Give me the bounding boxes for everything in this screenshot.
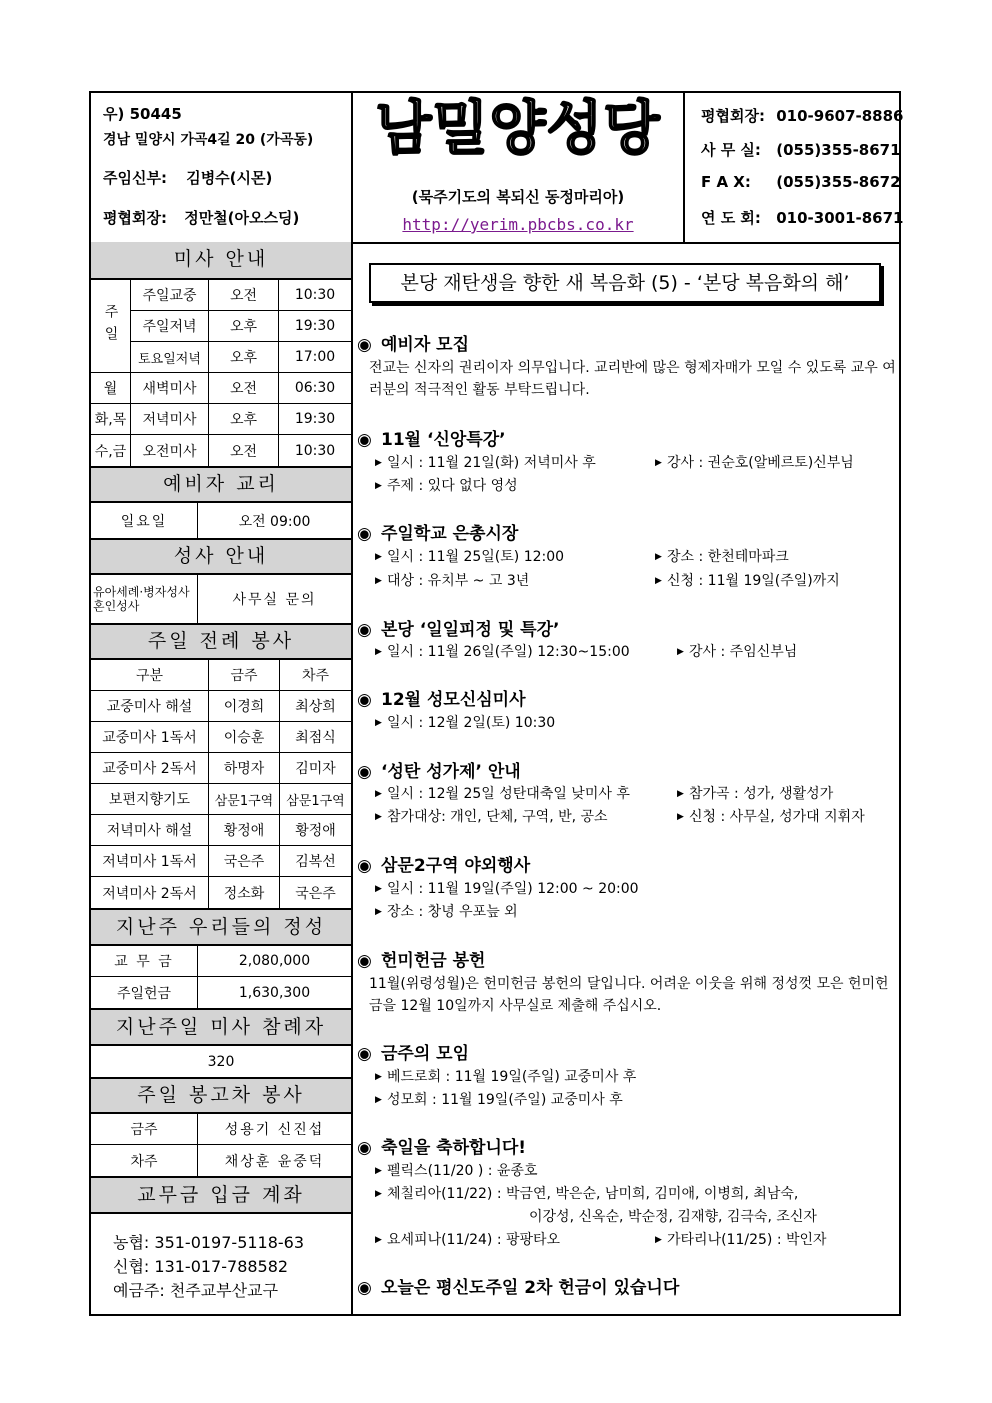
list-item: [655, 570, 840, 590]
section-paragraph: 전교는 신자의 권리이자 의무입니다. 교리반에 많은 형제자매가 모일 수 있도록 교우 여러분의 적극적인 활동 부탁드립니다.: [369, 360, 896, 398]
church-address: 경남 밀양시 가곡4길 20 (가곡동): [103, 132, 314, 148]
section-title: 헌미헌금 봉헌: [381, 951, 486, 971]
triangle-bullet-icon: ▶: [375, 812, 382, 822]
sacrament-name: 유아세례·병자성사 혼인성사: [91, 575, 198, 623]
bullet-icon: ◉: [357, 951, 372, 971]
section-title: 본당 ‘일일피정 및 특강’: [381, 620, 560, 640]
bullet-icon: ◉: [357, 1278, 372, 1298]
contact-value: 010-9607-8886: [776, 107, 904, 125]
list-item-continuation: 이강성, 신옥순, 박순정, 김재향, 김극숙, 조신자: [529, 1209, 817, 1225]
list-item: [375, 901, 518, 921]
list-item: [375, 712, 555, 732]
account-line: 농협: 351-0197-5118-63: [113, 1233, 305, 1252]
liturgy-next-week: 황정애: [280, 815, 351, 846]
list-item-text: 베드로회 : 11월 19일(주일) 교중미사 후: [387, 1069, 637, 1085]
triangle-bullet-icon: ▶: [375, 1235, 382, 1245]
mass-time: 19:30: [279, 404, 351, 435]
offering-label: 교 무 금: [91, 946, 198, 977]
priest-label: 주임신부:: [103, 169, 167, 187]
list-item-text: 대상 : 유치부 ~ 고 3년: [387, 573, 530, 589]
list-item: [375, 570, 529, 590]
triangle-bullet-icon: ▶: [375, 552, 382, 562]
section-heading: [357, 1133, 526, 1158]
contact-value: 010-3001-8671: [776, 209, 904, 227]
council-label: 평협회장:: [103, 209, 167, 227]
section-title: 11월 ‘신앙특강’: [381, 430, 506, 450]
contact-value: (055)355-8672: [776, 173, 901, 191]
section-paragraph: 11월(위령성월)은 헌미헌금 봉헌의 달입니다. 어려운 이웃을 위해 정성껏 모은 헌미헌금을 12월 10일까지 사무실로 제출해 주십시오.: [369, 976, 889, 1014]
bulletin-page: [89, 91, 904, 1316]
list-item: [677, 783, 833, 803]
list-item-text: 일시 : 11월 26일(주일) 12:30~15:00: [387, 644, 630, 660]
list-item: [375, 1089, 623, 1109]
triangle-bullet-icon: ▶: [677, 647, 684, 657]
list-item-text: 신청 : 사무실, 성가대 지휘자: [689, 809, 865, 825]
liturgy-next-week: 최점식: [280, 722, 351, 753]
list-item: [655, 1229, 827, 1249]
liturgy-this-week: 국은주: [209, 846, 280, 877]
contact-label: 사 무 실:: [701, 141, 761, 159]
priest-name: 김병수(시몬): [186, 169, 273, 187]
list-item: [655, 452, 854, 472]
attendance-value: 320: [207, 1053, 235, 1070]
triangle-bullet-icon: ▶: [375, 1166, 382, 1176]
section-title: 삼문2구역 야외행사: [381, 856, 531, 876]
sunday-label: 주일: [91, 280, 131, 373]
mass-day: 월: [91, 373, 131, 404]
mass-name: 저녁미사: [131, 404, 209, 435]
liturgy-this-week: 정소화: [209, 877, 280, 908]
council-row: [103, 207, 299, 228]
list-item: [375, 641, 630, 661]
list-item-text: 가타리나(11/25) : 박인자: [667, 1232, 827, 1248]
list-item: [375, 452, 596, 472]
list-item-text: 일시 : 11월 19일(주일) 12:00 ~ 20:00: [387, 881, 639, 897]
section-title: ‘성탄 성가제’ 안내: [381, 762, 521, 782]
contact-office: [701, 139, 901, 160]
triangle-bullet-icon: ▶: [655, 458, 662, 468]
mass-name: 주일교중: [131, 280, 209, 311]
mass-day: 화,목: [91, 404, 131, 435]
catechumen-day: 일요일: [91, 503, 198, 538]
contacts-block: [683, 93, 904, 242]
section-heading: [357, 851, 530, 876]
liturgy-next-week: 최상희: [280, 691, 351, 722]
list-item: [677, 806, 865, 826]
list-item-text: 펠릭스(11/20 ) : 윤종호: [387, 1163, 538, 1179]
bullet-icon: ◉: [357, 1044, 372, 1064]
mass-name: 새벽미사: [131, 373, 209, 404]
mass-time: 06:30: [279, 373, 351, 404]
list-item: [375, 783, 630, 803]
mass-time: 19:30: [279, 311, 351, 342]
list-item-text: 신청 : 11월 19일(주일)까지: [667, 573, 840, 589]
section-title: 예비자 모집: [381, 335, 470, 355]
mass-schedule-heading: 미사 안내: [91, 242, 351, 280]
priest-row: [103, 167, 272, 188]
mass-name: 주일저녁: [131, 311, 209, 342]
contact-label: 연 도 회:: [701, 209, 761, 227]
sacrament-info: 사무실 문의: [232, 592, 317, 608]
catechumen-heading: 예비자 교리: [91, 466, 351, 503]
list-item-text: 일시 : 11월 21일(화) 저녁미사 후: [387, 455, 596, 471]
mass-name: 오전미사: [131, 435, 209, 466]
section-heading: [357, 615, 559, 640]
list-item: [375, 878, 639, 898]
list-item-text: 일시 : 12월 2일(토) 10:30: [387, 715, 556, 731]
service-value: 성용기 신진섭: [198, 1114, 351, 1145]
service-label: 차주: [91, 1145, 198, 1176]
postal-code: 우) 50445: [103, 105, 182, 123]
service-label: 금주: [91, 1114, 198, 1145]
mass-time: 17:00: [279, 342, 351, 373]
mass-ampm: 오전: [209, 280, 279, 311]
bullet-icon: ◉: [357, 1138, 372, 1158]
triangle-bullet-icon: ▶: [375, 1095, 382, 1105]
triangle-bullet-icon: ▶: [375, 647, 382, 657]
offering-value: 1,630,300: [238, 984, 311, 1001]
mass-ampm: 오전: [209, 435, 279, 466]
triangle-bullet-icon: ▶: [677, 789, 684, 799]
list-item-text: 장소 : 한천테마파크: [667, 549, 789, 565]
headline-box: 본당 재탄생을 향한 새 복음화 (5) - ‘본당 복음화의 해’: [369, 263, 881, 303]
church-subtitle: (묵주기도의 복되신 동정마리아): [411, 188, 625, 206]
list-item-text: 참가곡 : 성가, 생활성가: [689, 786, 834, 802]
list-item: [375, 475, 518, 495]
list-item-text: 성모회 : 11월 19일(주일) 교중미사 후: [387, 1092, 623, 1108]
bullet-icon: ◉: [357, 335, 372, 355]
bullet-icon: ◉: [357, 524, 372, 544]
offering-value: 2,080,000: [198, 946, 351, 977]
liturgy-role: 저녁미사 해설: [91, 815, 209, 846]
liturgy-role: 교중미사 1독서: [91, 722, 209, 753]
mass-ampm: 오후: [209, 404, 279, 435]
church-address-block: [91, 93, 353, 242]
account-heading: 교무금 입금 계좌: [91, 1176, 351, 1214]
section-title: 12월 성모신심미사: [381, 690, 526, 710]
bullet-icon: ◉: [357, 762, 372, 782]
list-item-text: 요세피나(11/24) : 팡팡타오: [387, 1232, 561, 1248]
bullet-icon: ◉: [357, 856, 372, 876]
section-heading: [357, 1273, 679, 1298]
list-item-text: 강사 : 권순호(알베르토)신부님: [667, 455, 854, 471]
attendance-heading: 지난주일 미사 참례자: [91, 1008, 351, 1046]
liturgy-role: 보편지향기도: [91, 784, 209, 815]
contact-value: (055)355-8671: [776, 141, 901, 159]
header: [91, 93, 904, 244]
liturgy-role: 저녁미사 2독서: [91, 877, 209, 908]
account-line: 신협: 131-017-788582: [113, 1257, 289, 1276]
liturgy-next-week: 국은주: [295, 885, 336, 902]
contact-council: [701, 105, 904, 126]
liturgy-this-week: 이경희: [209, 691, 280, 722]
bullet-icon: ◉: [357, 430, 372, 450]
triangle-bullet-icon: ▶: [375, 884, 382, 894]
account-line: 예금주: 천주교부산교구: [113, 1281, 279, 1300]
liturgy-role: 교중미사 해설: [91, 691, 209, 722]
section-title: 금주의 모임: [381, 1044, 470, 1064]
liturgy-this-week: 삼문1구역: [209, 784, 280, 815]
list-item-text: 장소 : 창녕 우포늪 외: [387, 904, 518, 920]
section-title: 오늘은 평신도주일 2차 헌금이 있습니다: [381, 1278, 680, 1298]
mass-name: 토요일저녁: [131, 342, 209, 373]
mass-ampm: 오후: [209, 311, 279, 342]
mass-ampm: 오전: [209, 373, 279, 404]
mass-day: 수,금: [91, 435, 131, 466]
announcements: [353, 242, 899, 1314]
liturgy-this-week: 하명자: [209, 753, 280, 784]
church-name: 남밀양성당: [375, 94, 661, 162]
section-heading: [357, 425, 506, 450]
liturgy-next-week: 김복선: [280, 846, 351, 877]
section-heading: [357, 519, 518, 544]
offering-label: 주일헌금: [91, 977, 198, 1008]
list-item-text: 강사 : 주임신부님: [689, 644, 798, 660]
list-item: [375, 1160, 537, 1180]
catechumen-time: 오전 09:00: [238, 513, 311, 530]
section-heading: [357, 330, 469, 355]
triangle-bullet-icon: ▶: [375, 481, 382, 491]
van-service-heading: 주일 봉고차 봉사: [91, 1077, 351, 1114]
triangle-bullet-icon: ▶: [375, 1189, 382, 1199]
liturgy-header: 차주: [280, 660, 351, 691]
liturgy-heading: 주일 전례 봉사: [91, 623, 351, 660]
section-heading: [357, 757, 521, 782]
sacrament-heading: 성사 안내: [91, 538, 351, 575]
liturgy-header: 금주: [209, 660, 280, 691]
offering-heading: 지난주 우리들의 정성: [91, 908, 351, 946]
list-item: [375, 546, 564, 566]
triangle-bullet-icon: ▶: [375, 907, 382, 917]
liturgy-next-week: 김미자: [280, 753, 351, 784]
liturgy-next-week: 삼문1구역: [280, 784, 351, 815]
list-item: [375, 1066, 636, 1086]
triangle-bullet-icon: ▶: [655, 1235, 662, 1245]
liturgy-role: 교중미사 2독서: [91, 753, 209, 784]
section-heading: [357, 685, 526, 710]
triangle-bullet-icon: ▶: [375, 718, 382, 728]
list-item: [375, 1229, 560, 1249]
triangle-bullet-icon: ▶: [375, 576, 382, 586]
bullet-icon: ◉: [357, 620, 372, 640]
section-title: 축일을 축하합니다!: [381, 1138, 527, 1158]
list-item-text: 주제 : 있다 없다 영성: [387, 478, 518, 494]
list-item-text: 체칠리아(11/22) : 박금연, 박은순, 남미희, 김미애, 이병희, 최남숙,: [387, 1186, 799, 1202]
church-title-block: [353, 93, 683, 242]
contact-label: 평협회장:: [701, 107, 765, 125]
list-item: [677, 641, 797, 661]
triangle-bullet-icon: ▶: [375, 1072, 382, 1082]
liturgy-role: 저녁미사 1독서: [91, 846, 209, 877]
list-item: [655, 546, 789, 566]
service-value: 채상훈 윤중덕: [224, 1153, 325, 1170]
list-item-text: 일시 : 12월 25일 성탄대축일 낮미사 후: [387, 786, 630, 802]
mass-time: 10:30: [294, 442, 336, 459]
liturgy-this-week: 황정애: [209, 815, 280, 846]
contact-district: [701, 207, 904, 228]
liturgy-header: 구분: [91, 660, 209, 691]
contact-label: F A X:: [701, 173, 751, 191]
section-title: 주일학교 은총시장: [381, 524, 519, 544]
triangle-bullet-icon: ▶: [655, 576, 662, 586]
list-item-text: 참가대상: 개인, 단체, 구역, 반, 공소: [387, 809, 608, 825]
list-item-text: 일시 : 11월 25일(토) 12:00: [387, 549, 565, 565]
mass-time: 10:30: [279, 280, 351, 311]
section-heading: [357, 946, 485, 971]
triangle-bullet-icon: ▶: [677, 812, 684, 822]
contact-fax: [701, 173, 901, 191]
church-url-link[interactable]: http://yerim.pbcbs.co.kr: [402, 215, 634, 234]
triangle-bullet-icon: ▶: [655, 552, 662, 562]
list-item: [375, 806, 608, 826]
bullet-icon: ◉: [357, 690, 372, 710]
mass-ampm: 오후: [209, 342, 279, 373]
left-sidebar: [91, 242, 353, 1314]
liturgy-this-week: 이승훈: [209, 722, 280, 753]
triangle-bullet-icon: ▶: [375, 458, 382, 468]
triangle-bullet-icon: ▶: [375, 789, 382, 799]
section-heading: [357, 1039, 469, 1064]
list-item: [375, 1183, 798, 1203]
council-name: 정만철(아오스딩): [184, 209, 300, 227]
